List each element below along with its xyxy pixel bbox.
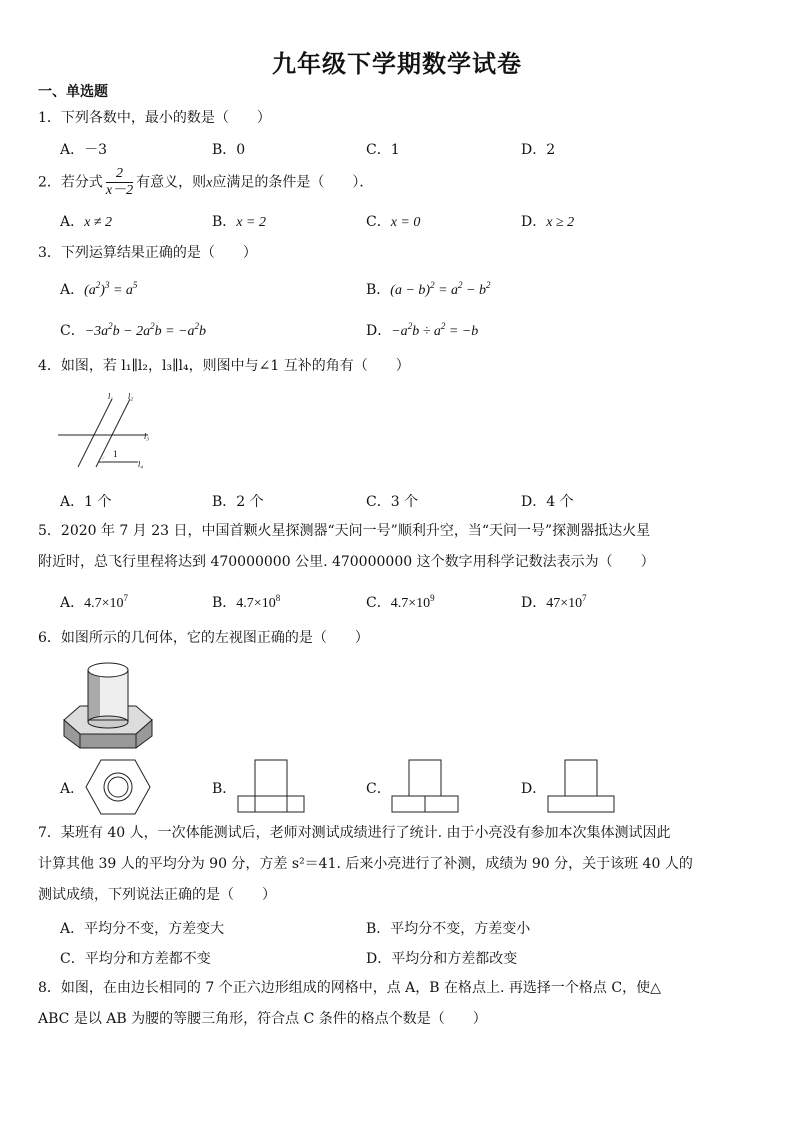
q3-b-label: B． bbox=[366, 282, 391, 298]
q2-c-text: x = 0 bbox=[390, 215, 421, 230]
q2-variable: x bbox=[206, 175, 213, 191]
q7-line-3: 测试成绩，下列说法正确的是（ ） bbox=[38, 887, 276, 903]
q5-option-d[interactable] bbox=[521, 592, 587, 612]
q3-d-expr: $-a^2b \div a^2 = -b$ bbox=[391, 321, 479, 339]
q6-option-c[interactable] bbox=[366, 778, 391, 798]
q6-option-a-hexagon-view[interactable] bbox=[84, 758, 152, 816]
q1-option-c[interactable]: C．1 bbox=[366, 142, 400, 158]
label-l2: l₂ bbox=[128, 392, 134, 401]
q7-option-a[interactable]: A．平均分不变，方差变大 bbox=[60, 921, 225, 937]
question-5-stem bbox=[38, 516, 756, 578]
q2-b-label: B． bbox=[212, 214, 237, 230]
q1-option-d[interactable]: D．2 bbox=[521, 142, 556, 158]
q3-option-b[interactable] bbox=[366, 279, 490, 299]
q3-option-c[interactable] bbox=[60, 320, 206, 340]
label-l1: l₁ bbox=[108, 392, 114, 401]
q3-c-label: C． bbox=[60, 323, 85, 339]
q3-option-d[interactable] bbox=[366, 320, 478, 340]
label-l4: l₄ bbox=[138, 460, 144, 469]
q4-option-a[interactable]: A．1 个 bbox=[60, 494, 112, 510]
q4-option-b[interactable]: B．2 个 bbox=[212, 494, 264, 510]
question-7-stem bbox=[38, 818, 756, 911]
q5-a-expr: $4.7\times 10^7$ bbox=[84, 593, 129, 611]
question-6-stem: 6．如图所示的几何体，它的左视图正确的是（ ） bbox=[38, 630, 369, 646]
question-8-stem bbox=[38, 973, 756, 1035]
q2-d-text: x ≥ 2 bbox=[546, 215, 575, 230]
q6-option-b[interactable] bbox=[212, 778, 236, 798]
q6-a-label: A． bbox=[60, 781, 85, 797]
q7-option-d[interactable]: D．平均分和方差都改变 bbox=[366, 951, 518, 967]
section-heading: 一、单选题 bbox=[38, 84, 108, 100]
q8-line-1: 8．如图，在由边长相同的 7 个正六边形组成的网格中，点 A，B 在格点上. 再选择一个格点 C，使△ bbox=[38, 980, 661, 996]
q2-b-text: x = 2 bbox=[236, 215, 266, 230]
q2-numerator: 2 bbox=[106, 166, 133, 183]
q3-c-expr: $-3a^2b - 2a^2b = -a^2b$ bbox=[84, 321, 207, 339]
q4-option-c[interactable]: C．3 个 bbox=[366, 494, 419, 510]
q6-option-a[interactable] bbox=[60, 778, 84, 798]
q5-a-label: A． bbox=[60, 595, 85, 611]
q4-option-d[interactable]: D．4 个 bbox=[521, 494, 574, 510]
q6-d-label: D． bbox=[521, 781, 547, 797]
q5-d-label: D． bbox=[521, 595, 547, 611]
question-2-stem bbox=[38, 166, 373, 199]
q5-d-expr: $47\times 10^7$ bbox=[546, 593, 587, 611]
q3-a-label: A． bbox=[60, 282, 85, 298]
q5-line-1: 5．2020 年 7 月 23 日，中国首颗火星探测器“天问一号”顺利升空，当“天问一号”探测器抵达火星 bbox=[38, 523, 651, 539]
question-1-stem: 1．下列各数中，最小的数是（ ） bbox=[38, 110, 271, 126]
q6-option-b-view[interactable] bbox=[236, 758, 306, 814]
question-4-stem: 4．如图，若 l₁∥l₂，l₃∥l₄，则图中与∠1 互补的角有（ ） bbox=[38, 358, 410, 374]
q8-line-2: ABC 是以 AB 为腰的等腰三角形，符合点 C 条件的格点个数是（ ） bbox=[38, 1011, 487, 1027]
q2-option-b[interactable] bbox=[212, 211, 266, 231]
q6-option-d[interactable] bbox=[521, 778, 546, 798]
q3-b-expr: $(a - b)^2 = a^2 - b^2$ bbox=[390, 280, 491, 298]
page-title: 九年级下学期数学试卷 bbox=[272, 50, 522, 78]
q7-line-1: 7．某班有 40 人，一次体能测试后，老师对测试成绩进行了统计. 由于小亮没有参加本次集体测试因此 bbox=[38, 825, 671, 841]
q5-option-b[interactable] bbox=[212, 592, 280, 612]
q2-fraction bbox=[106, 166, 133, 199]
q2-stem-post2: 应满足的条件是（ ）． bbox=[212, 174, 374, 191]
q2-c-label: C． bbox=[366, 214, 391, 230]
q5-c-expr: $4.7\times 10^9$ bbox=[390, 593, 435, 611]
q3-a-expr: $(a^2)^3 = a^5$ bbox=[84, 280, 138, 298]
q4-figure-parallel-lines bbox=[58, 387, 158, 475]
q2-option-c[interactable] bbox=[366, 211, 420, 231]
q2-option-d[interactable] bbox=[521, 211, 574, 231]
q2-stem-post: 有意义，则 bbox=[136, 174, 207, 191]
question-3-stem: 3．下列运算结果正确的是（ ） bbox=[38, 245, 257, 261]
label-angle-1: 1 bbox=[113, 449, 118, 459]
q6-solid-figure bbox=[60, 658, 156, 750]
q6-option-d-view[interactable] bbox=[546, 758, 616, 814]
q5-b-label: B． bbox=[212, 595, 237, 611]
q5-b-expr: $4.7\times 10^8$ bbox=[236, 593, 281, 611]
label-l3: l₃ bbox=[144, 432, 150, 441]
q2-a-text: x ≠ 2 bbox=[84, 215, 113, 230]
q6-b-label: B． bbox=[212, 781, 237, 797]
q7-option-c[interactable]: C．平均分和方差都不变 bbox=[60, 951, 211, 967]
q2-d-label: D． bbox=[521, 214, 547, 230]
q5-option-c[interactable] bbox=[366, 592, 435, 612]
q2-option-a[interactable] bbox=[60, 211, 112, 231]
q1-option-b[interactable]: B．0 bbox=[212, 142, 246, 158]
q6-option-c-view[interactable] bbox=[390, 758, 460, 814]
q1-option-a[interactable]: A．－3 bbox=[60, 142, 108, 158]
q6-c-label: C． bbox=[366, 781, 391, 797]
q5-option-a[interactable] bbox=[60, 592, 128, 612]
q5-c-label: C． bbox=[366, 595, 391, 611]
q3-d-label: D． bbox=[366, 323, 392, 339]
q3-option-a[interactable] bbox=[60, 279, 137, 299]
q7-option-b[interactable]: B．平均分不变，方差变小 bbox=[366, 921, 531, 937]
q7-line-2: 计算其他 39 人的平均分为 90 分，方差 s²＝41. 后来小亮进行了补测，成绩为 90 分，关于该班 40 人的 bbox=[38, 856, 693, 872]
q2-stem-pre: 2．若分式 bbox=[38, 174, 103, 191]
q5-line-2: 附近时，总飞行里程将达到 470000000 公里. 470000000 这个数字用科学记数法表示为（ ） bbox=[38, 554, 655, 570]
q2-a-label: A． bbox=[60, 214, 85, 230]
q2-denominator: x－2 bbox=[105, 183, 134, 198]
